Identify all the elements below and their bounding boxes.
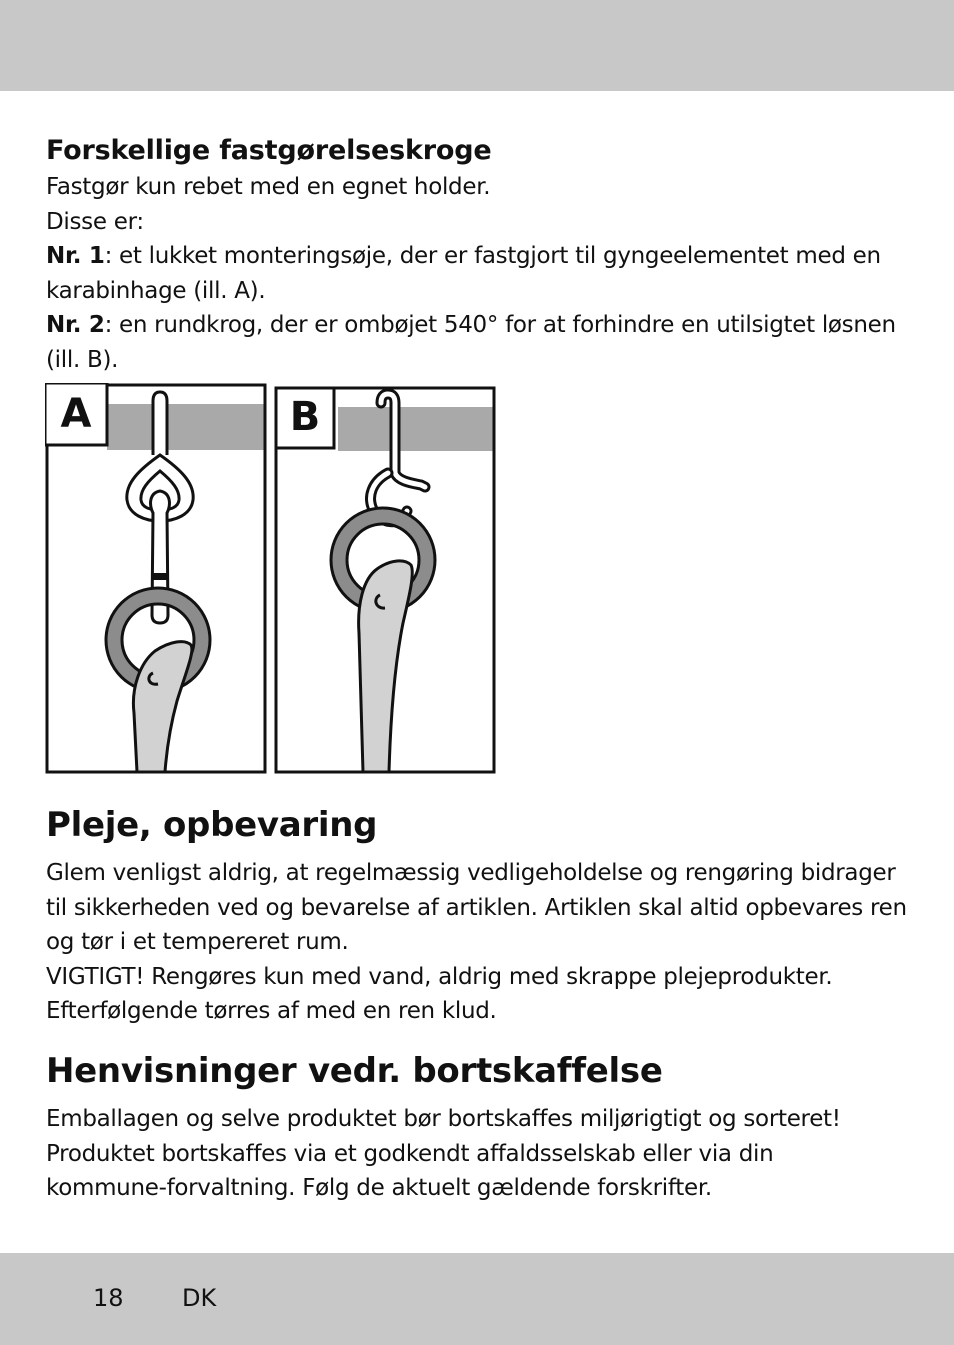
hooks-heading: Forskellige fastgørelseskroge	[46, 135, 492, 166]
hooks-section	[46, 132, 906, 378]
hooks-line1: Fastgør kun rebet med en egnet holder.	[46, 174, 491, 200]
eye-bolt-shank	[153, 392, 167, 455]
figure-b	[276, 388, 494, 772]
care-para2: VIGTIGT! Rengøres kun med vand, aldrig med skrappe plejeprodukter. Efterfølgende tørres af med en ren klud.	[46, 963, 833, 1025]
figure-label-b: B	[289, 394, 321, 440]
care-para1: Glem venligst aldrig, at regelmæssig vedligeholdelse og rengøring bidrager til sikkerheden ved og bevarelse af artiklen. Artiklen skal altid opbevares ren og tør i et tempereret rum.	[46, 860, 907, 956]
figure-a	[45, 383, 265, 772]
nr1-text: : et lukket monteringsøje, der er fastgjort til gyngeelementet med en karabinhage (ill. A).	[46, 243, 881, 304]
nr2-label: Nr. 2	[46, 312, 105, 339]
figure-label-a: A	[60, 391, 92, 437]
hook-illustrations-svg	[45, 383, 497, 776]
rope-b-icon	[359, 561, 413, 772]
hooks-nr2	[46, 308, 906, 377]
language-code: DK	[182, 1284, 217, 1312]
rope-a-icon	[133, 642, 191, 772]
hook-illustrations	[45, 383, 497, 776]
nr2-text: : en rundkrog, der er ombøjet 540° for at forhindre en utilsigtet løsnen (ill. B).	[46, 312, 896, 373]
beam-a-shape	[107, 404, 265, 450]
header-band	[0, 0, 954, 91]
disposal-section	[46, 1102, 891, 1206]
hooks-nr1	[46, 239, 906, 308]
footer-band	[0, 1253, 954, 1345]
disposal-heading: Henvisninger vedr. bortskaffelse	[46, 1051, 663, 1091]
disposal-para1: Emballagen og selve produktet bør bortskaffes miljørigtigt og sorteret!	[46, 1106, 841, 1132]
disposal-para2: Produktet bortskaffes via et godkendt affaldsselskab eller via din kommune-forvaltning. Følg de aktuelt gældende forskrifter.	[46, 1140, 774, 1202]
nr1-label: Nr. 1	[46, 243, 105, 270]
beam-b-shape	[338, 407, 494, 451]
care-heading: Pleje, opbevaring	[46, 805, 378, 845]
hooks-line2: Disse er:	[46, 208, 144, 235]
care-section	[46, 856, 916, 1029]
carabiner-gate	[152, 573, 168, 580]
page-number: 18	[93, 1284, 124, 1312]
